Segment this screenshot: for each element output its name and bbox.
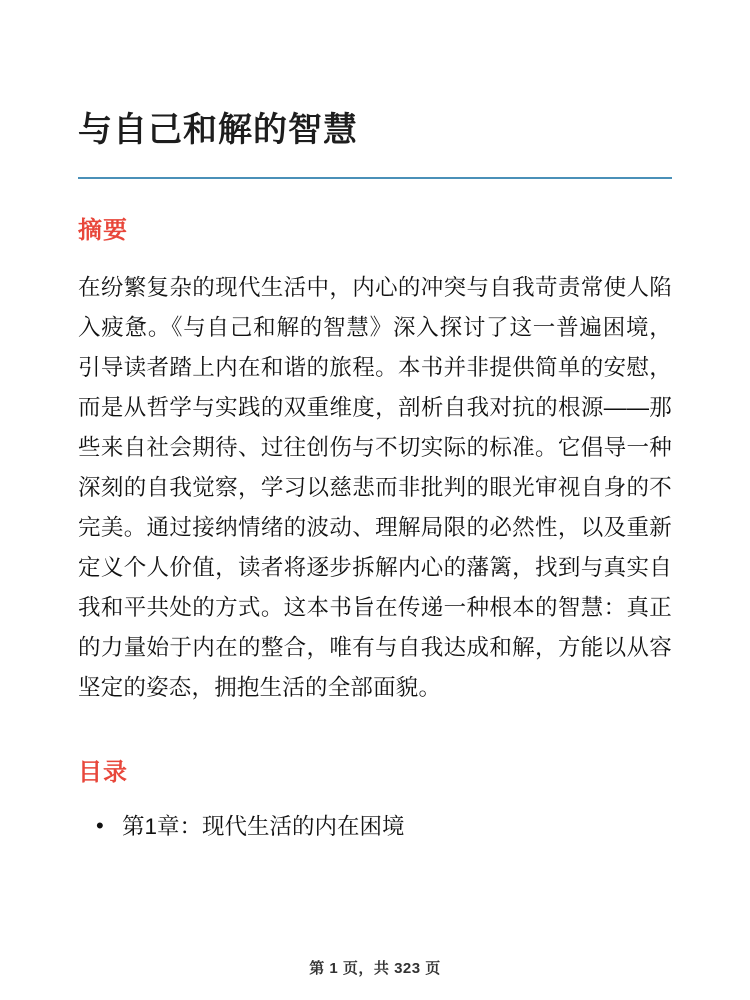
abstract-heading: 摘要 [78,216,128,244]
page-footer: 第 1 页，共 323 页 [309,960,441,977]
toc-list [78,807,672,846]
page-title: 与自己和解的智慧 [78,111,358,149]
toc-item-label: 第1章：现代生活的内在困境 [122,814,405,840]
abstract-text: 在纷繁复杂的现代生活中，内心的冲突与自我苛责常使人陷入疲惫。《与自己和解的智慧》深入探讨了这一普遍困境，引导读者踏上内在和谐的旅程。本书并非提供简单的安慰，而是从哲学与实践的双重维度，剖析自我对抗的根源——那些来自社会期待、过往创伤与不切实际的标准。它倡导一种深刻的自我觉察，学习以慈悲而非批判的眼光审视自身的不完美。通过接纳情绪的波动、理解局限的必然性，以及重新定义个人价值，读者将逐步拆解内心的藩篱，找到与真实自我和平共处的方式。这本书旨在传递一种根本的智慧：真正的力量始于内在的整合，唯有与自我达成和解，方能以从容坚定的姿态，拥抱生活的全部面貌。 [78,274,672,701]
title-divider [78,177,672,179]
bullet-icon: • [96,813,104,839]
toc-heading: 目录 [78,759,128,787]
list-item[interactable] [96,807,672,846]
